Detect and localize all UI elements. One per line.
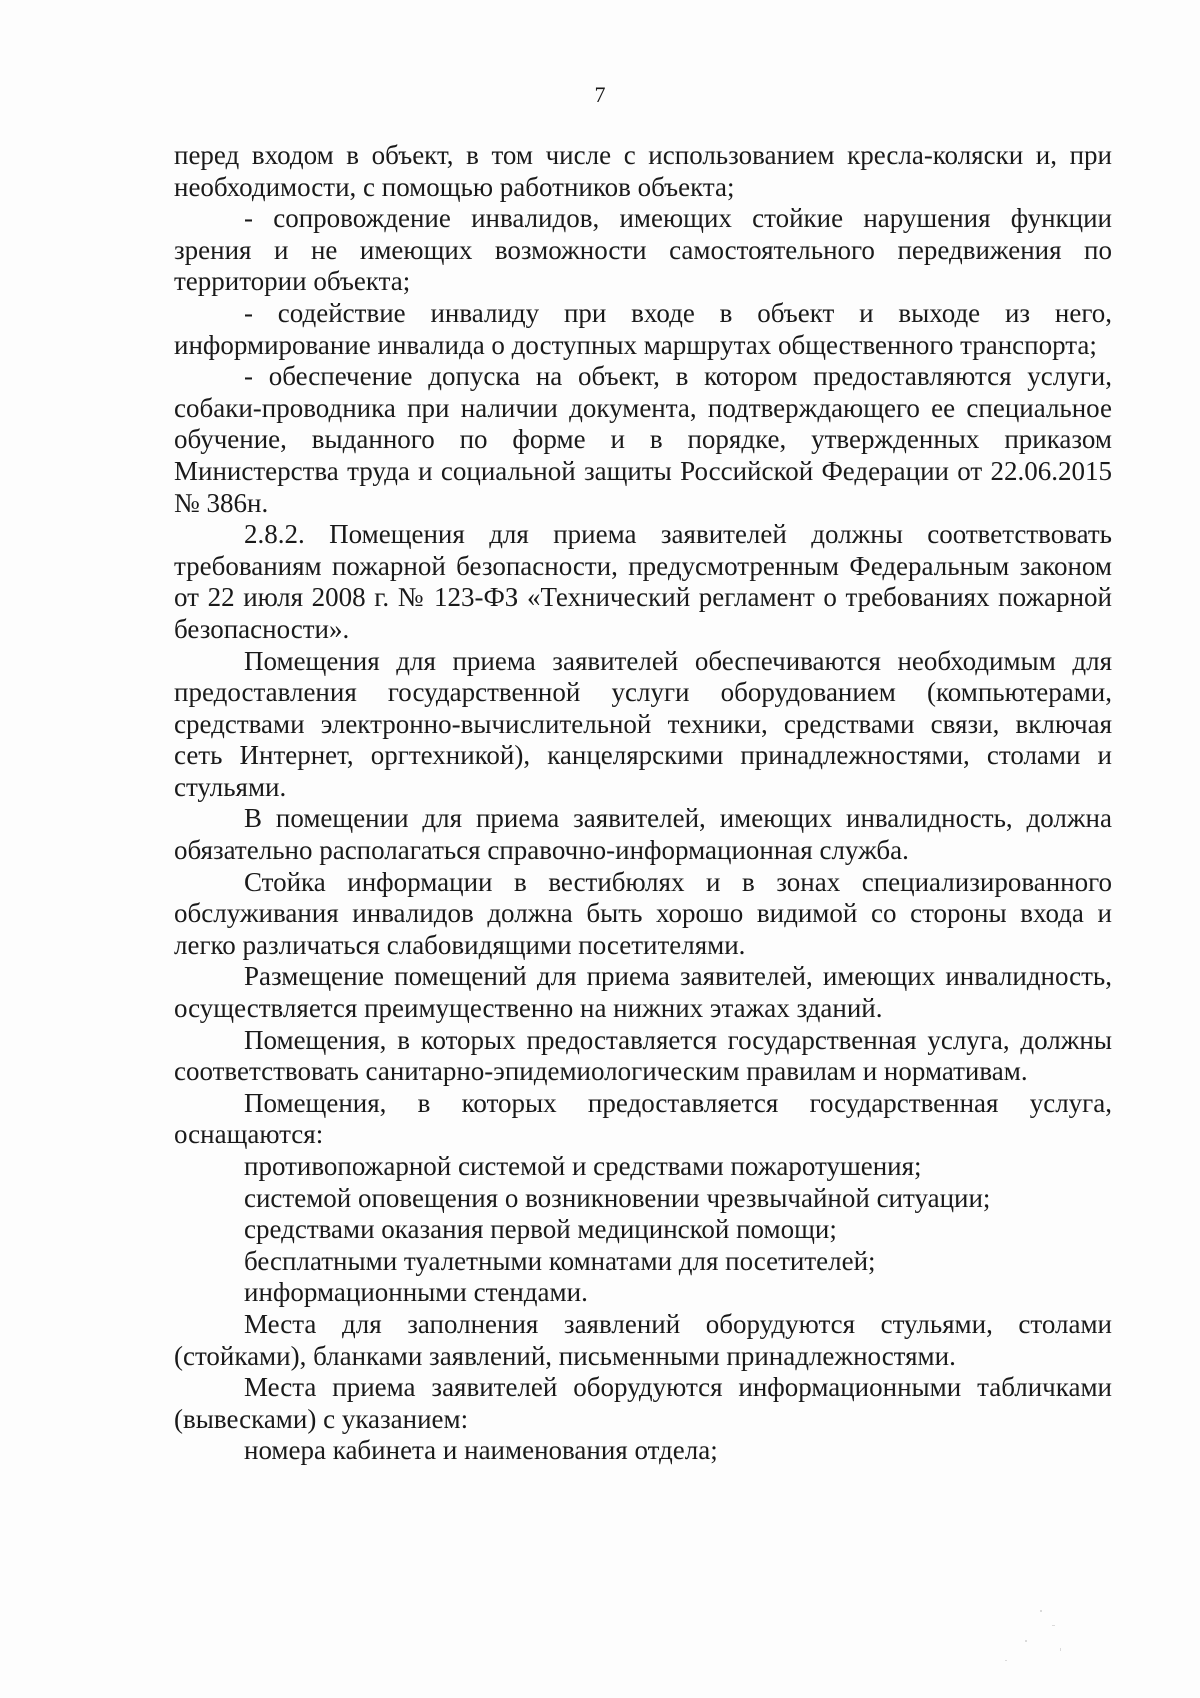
paragraph: Места для заполнения заявлений оборудуются стульями, столами (стойками), бланками заявлений, письменными принадлежностями. [174, 1308, 1112, 1371]
signage-list [174, 1435, 1112, 1467]
paragraph: Помещения для приема заявителей обеспечиваются необходимым для предоставления государственной услуги оборудованием (компьютерами, средствами электронно-вычислительной техники, средствами связи, включая сеть Интернет, оргтехникой), канцелярскими принадлежностями, столами и стульями. [174, 645, 1112, 802]
list-item: номера кабинета и наименования отдела; [244, 1435, 718, 1466]
paragraph: Помещения, в которых предоставляется государственная услуга, должны соответствовать санитарно-эпидемиологическим правилам и нормативам. [174, 1024, 1112, 1087]
paragraph: перед входом в объект, в том числе с использованием кресла-коляски и, при необходимости, с помощью работников объекта; [174, 140, 1112, 202]
paragraph: - обеспечение допуска на объект, в котором предоставляются услуги, собаки-проводника при наличии документа, подтверждающего ее специальное обучение, выданного по форме и в порядке, утвержденных приказом Министерства труда и социальной защиты Российской Федерации от 22.06.2015 № 386н. [174, 361, 1112, 518]
paragraph: В помещении для приема заявителей, имеющих инвалидность, должна обязательно располагаться справочно-информационная служба. [174, 803, 1112, 866]
paragraph: Помещения, в которых предоставляется государственная услуга, оснащаются: [174, 1087, 1112, 1150]
paragraph: - сопровождение инвалидов, имеющих стойкие нарушения функции зрения и не имеющих возможности самостоятельного передвижения по территории объекта; [174, 203, 1112, 297]
list-item: противопожарной системой и средствами пожаротушения; [244, 1151, 922, 1181]
list-item: средствами оказания первой медицинской помощи; [244, 1214, 837, 1245]
document-body [174, 140, 1112, 1467]
list-item: бесплатными туалетными комнатами для посетителей; [244, 1245, 876, 1276]
paragraph: Стойка информации в вестибюлях и в зонах специализированного обслуживания инвалидов должна быть хорошо видимой со стороны входа и легко различаться слабовидящими посетителями. [174, 866, 1112, 960]
paragraph: - содействие инвалиду при входе в объект и выходе из него, информирование инвалида о доступных маршрутах общественного транспорта; [174, 297, 1112, 360]
scan-artifact [1040, 1610, 1042, 1612]
paragraph: 2.8.2. Помещения для приема заявителей должны соответствовать требованиям пожарной безопасности, предусмотренным Федеральным законом от 22 июля 2008 г. № 123-ФЗ «Технический регламент о требованиях пожарной безопасности». [174, 519, 1112, 644]
list-item: системой оповещения о возникновении чрезвычайной ситуации; [244, 1182, 991, 1213]
scan-artifact [1060, 1648, 1061, 1651]
page-number: 7 [594, 82, 606, 107]
scan-artifact [1025, 1640, 1027, 1642]
paragraph: Места приема заявителей оборудуются информационными табличками (вывесками) с указанием: [174, 1372, 1112, 1434]
paragraph: Размещение помещений для приема заявителей, имеющих инвалидность, осуществляется преимущественно на нижних этажах зданий. [174, 961, 1112, 1024]
list-item: информационными стендами. [244, 1277, 588, 1308]
scan-artifact [1052, 1625, 1055, 1626]
equipment-list [174, 1151, 1112, 1309]
scan-artifact [1005, 1660, 1007, 1661]
